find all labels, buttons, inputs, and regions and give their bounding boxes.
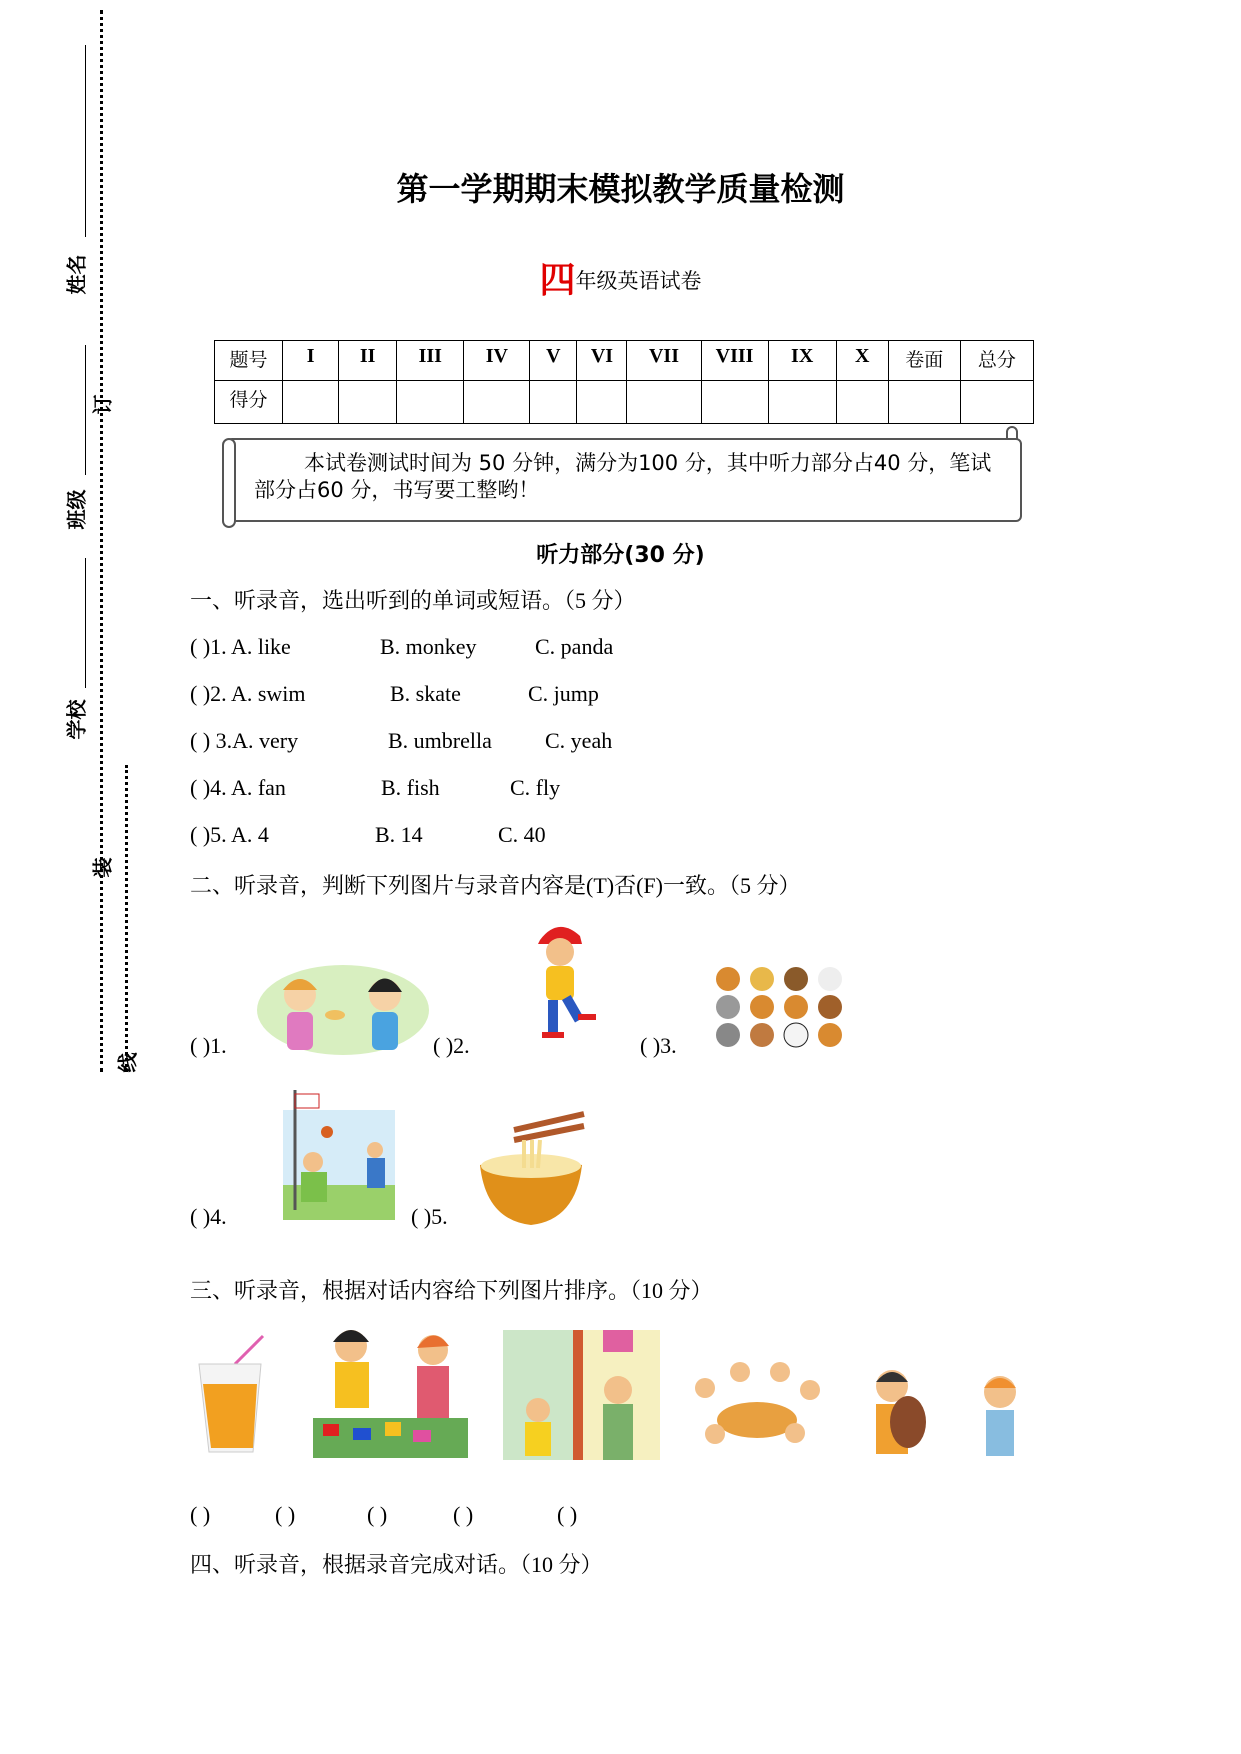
score-header: I xyxy=(283,341,339,381)
score-header: V xyxy=(530,341,577,381)
section2-title: 二、听录音，判断下列图片与录音内容是(T)否(F)一致。（5 分） xyxy=(190,873,801,898)
noodles-picture xyxy=(476,1110,586,1230)
score-header: III xyxy=(397,341,464,381)
score-cell[interactable] xyxy=(397,381,464,424)
zhuang-label: 装 xyxy=(90,857,115,878)
option-b: B. umbrella xyxy=(388,728,492,753)
page-title: 第一学期期末模拟教学质量检测 xyxy=(396,170,845,208)
score-table-score-row xyxy=(215,381,1034,424)
question-a: ( )5. A. 4 xyxy=(190,822,269,847)
section4-title: 四、听录音，根据录音完成对话。（10 分） xyxy=(190,1552,603,1577)
picture-label: ( )2. xyxy=(433,1033,470,1058)
score-header: 总分 xyxy=(960,341,1033,381)
boy-with-dog-picture xyxy=(862,1362,937,1460)
option-b: B. skate xyxy=(390,681,461,706)
order-blank[interactable]: ( ) xyxy=(275,1502,296,1527)
order-blank[interactable]: ( ) xyxy=(557,1502,578,1527)
score-cell[interactable] xyxy=(701,381,768,424)
score-header: IV xyxy=(464,341,530,381)
picture-label: ( )3. xyxy=(640,1033,677,1058)
scroll-curl-right xyxy=(1006,426,1018,440)
option-c: C. jump xyxy=(528,681,599,706)
picture-label: ( )4. xyxy=(190,1204,227,1229)
question-a: ( )4. A. fan xyxy=(190,775,286,800)
subtitle-text: 年级英语试卷 xyxy=(575,269,702,293)
crying-boy-picture xyxy=(970,1370,1030,1460)
order-blank[interactable]: ( ) xyxy=(453,1502,474,1527)
option-b: B. fish xyxy=(381,775,440,800)
question-a: ( ) 3.A. very xyxy=(190,728,299,753)
toys-shop-picture xyxy=(313,1322,468,1458)
score-cell[interactable] xyxy=(530,381,577,424)
name-label: 姓名 xyxy=(64,254,89,295)
animal-faces-picture xyxy=(708,965,853,1050)
score-cell[interactable] xyxy=(577,381,627,424)
grade-char: 四 xyxy=(539,260,576,301)
scroll-curl-left xyxy=(222,438,236,528)
score-header: IX xyxy=(768,341,836,381)
order-blank[interactable]: ( ) xyxy=(367,1502,388,1527)
xian-label: 线 xyxy=(115,1052,140,1073)
option-c: C. yeah xyxy=(545,728,613,753)
score-cell[interactable] xyxy=(888,381,960,424)
living-room-picture xyxy=(503,1330,660,1460)
score-header: II xyxy=(339,341,397,381)
score-header: 卷面 xyxy=(888,341,960,381)
option-b: B. 14 xyxy=(375,822,423,847)
option-b: B. monkey xyxy=(380,634,477,659)
section3-title: 三、听录音，根据对话内容给下列图片排序。（10 分） xyxy=(190,1278,713,1303)
score-header: 题号 xyxy=(215,341,283,381)
score-table-header-row xyxy=(215,341,1034,381)
score-cell[interactable] xyxy=(464,381,530,424)
score-header: VI xyxy=(577,341,627,381)
score-cell[interactable] xyxy=(836,381,888,424)
school-underline xyxy=(85,558,86,688)
notice-scroll xyxy=(226,438,1022,522)
section1-title: 一、听录音，选出听到的单词或短语。（5 分） xyxy=(190,588,636,613)
binding-dotted-line-inner xyxy=(125,765,128,1072)
listening-title: 听力部分(30 分) xyxy=(536,543,705,568)
score-header: VIII xyxy=(701,341,768,381)
class-label: 班级 xyxy=(64,489,89,530)
score-table xyxy=(214,340,1034,424)
question-a: ( )1. A. like xyxy=(190,634,291,659)
subtitle xyxy=(0,252,1241,303)
score-cell[interactable] xyxy=(960,381,1033,424)
ding-label: 订 xyxy=(90,394,115,415)
school-label: 学校 xyxy=(64,699,89,740)
girls-sharing-picture xyxy=(255,960,430,1055)
skating-boy-picture xyxy=(528,918,608,1046)
family-dinner-picture xyxy=(685,1358,830,1453)
score-header: X xyxy=(836,341,888,381)
score-cell[interactable] xyxy=(283,381,339,424)
basketball-picture xyxy=(275,1090,400,1222)
option-c: C. panda xyxy=(535,634,614,659)
score-row-label: 得分 xyxy=(215,381,283,424)
picture-label: ( )5. xyxy=(411,1204,448,1229)
score-header: VII xyxy=(627,341,701,381)
score-cell[interactable] xyxy=(768,381,836,424)
score-cell[interactable] xyxy=(339,381,397,424)
picture-label: ( )1. xyxy=(190,1033,227,1058)
question-a: ( )2. A. swim xyxy=(190,681,306,706)
notice-text: 本试卷测试时间为 50 分钟，满分为100 分，其中听力部分占40 分，笔试部分占60 分，书写要工整哟！ xyxy=(254,451,992,502)
option-c: C. fly xyxy=(510,775,561,800)
juice-picture xyxy=(195,1334,270,1454)
option-c: C. 40 xyxy=(498,822,546,847)
score-cell[interactable] xyxy=(627,381,701,424)
order-blank[interactable]: ( ) xyxy=(190,1502,211,1527)
